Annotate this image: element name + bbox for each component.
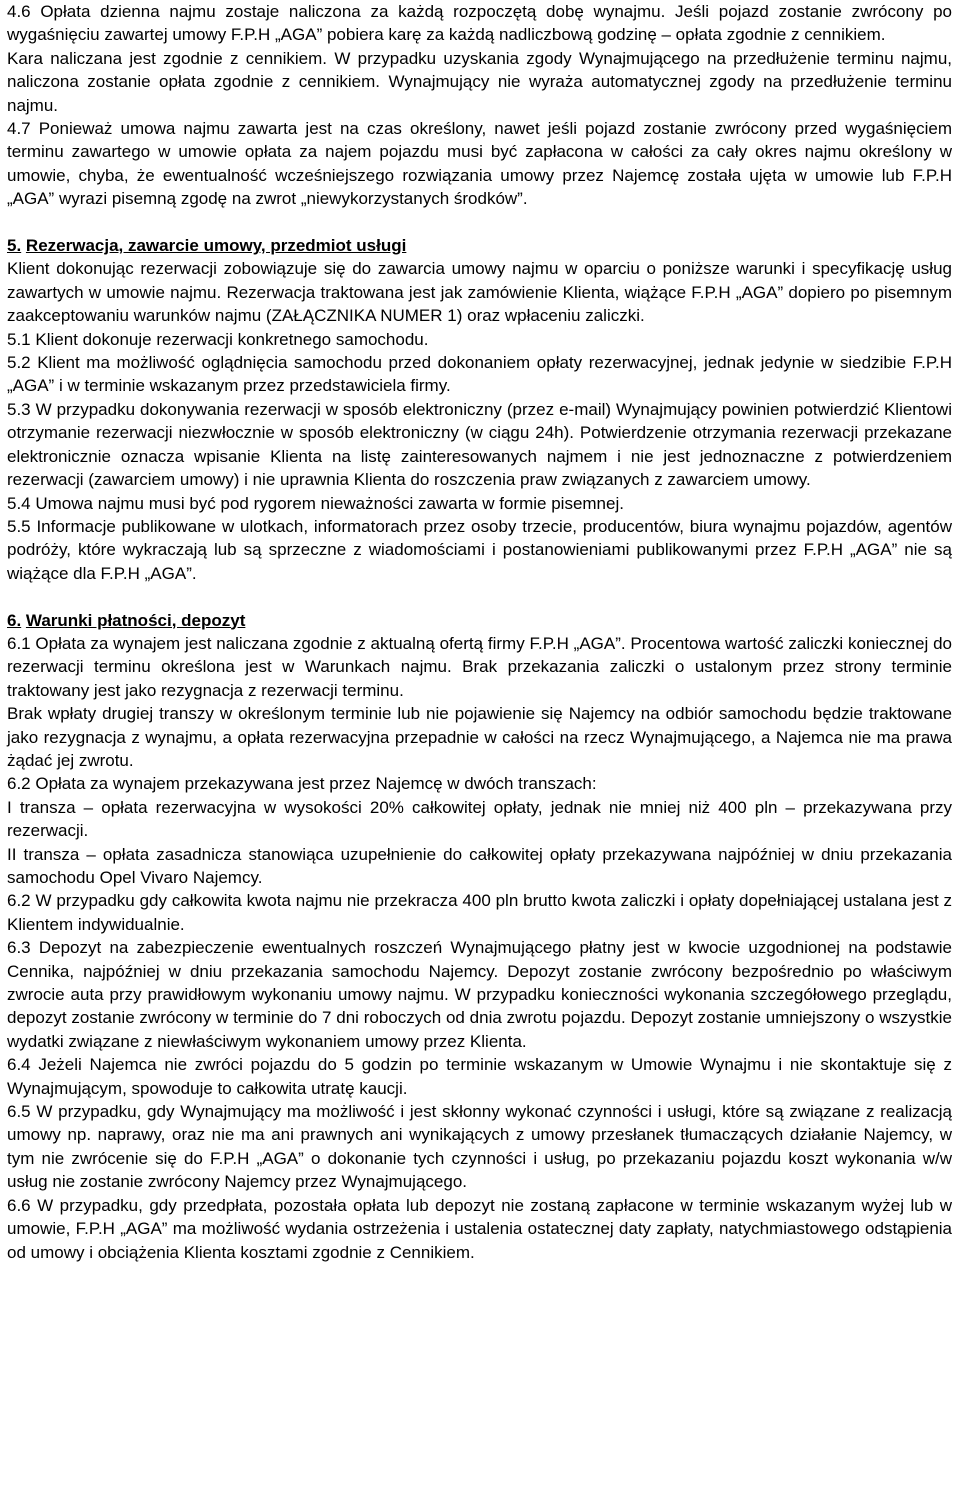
paragraph-5-intro: Klient dokonując rezerwacji zobowiązuje się do zawarcia umowy najmu w oparciu o poniższe warunki i specyfikację usług zawartych w umowie najmu. Rezerwacja traktowana jest jak zamówienie Klienta, wiążące F.P.H „AGA” dopiero po pisemnym zaakceptowaniu warunków najmu (ZAŁĄCZNIKA NUMER 1) oraz wpłaceniu zaliczki. [7, 259, 952, 326]
paragraph-4-6: 4.6 Opłata dzienna najmu zostaje naliczona za każdą rozpoczętą dobę wynajmu. Jeśli pojazd zostanie zwrócony po wygaśnięciu zawartej umowy F.P.H „AGA” pobiera karę za każdą nadliczbową godzinę – opłata zgodnie z cennikiem. [7, 2, 952, 45]
spacer [7, 211, 952, 234]
paragraph-6-2-b: 6.2 W przypadku gdy całkowita kwota najmu nie przekracza 400 pln brutto kwota zaliczki i opłaty dopełniającej ustalana jest z Klientem indywidualnie. [7, 891, 952, 934]
paragraph-4-7: 4.7 Ponieważ umowa najmu zawarta jest na czas określony, nawet jeśli pojazd zostanie zwrócony przed wygaśnięciem terminu zawartego w umowie opłata za najem pojazdu musi być zapłacona w całości za cały okres najmu określony w umowie, chyba, że ewentualność wcześniejszego rozwiązania umowy przez Najemcę została ujęta w umowie lub F.P.H „AGA” wyrazi pisemną zgodę na zwrot „niewykorzystanych środków”. [7, 119, 952, 209]
paragraph-5-5: 5.5 Informacje publikowane w ulotkach, informatorach przez osoby trzecie, producentów, biura wynajmu pojazdów, agentów podróży, które wykraczają lub są sprzeczne z wiadomościami i postanowieniami publikowanymi przez F.P.H „AGA” nie są wiążące dla F.P.H „AGA”. [7, 516, 952, 583]
paragraph-6-5: 6.5 W przypadku, gdy Wynajmujący ma możliwość i jest skłonny wykonać czynności i usługi, które są związane z realizacją umowy np. naprawy, oraz nie ma ani prawnych ani wynikających z umowy przesłanek tłumaczących działanie Najemcy, w tym nie zwrócenie się do F.P.H „AGA” o dokonanie tych czynności i usług, po przekazaniu pojazdu koszt wykonania w/w usług nie zostanie zwrócony Najemcy przez Wynajmującego. [7, 1102, 952, 1192]
paragraph-5-2: 5.2 Klient ma możliwość oglądnięcia samochodu przed dokonaniem opłaty rezerwacyjnej, jednak jedynie w siedzibie F.P.H „AGA” i w terminie wskazanym przez przedstawiciela firmy. [7, 353, 952, 396]
paragraph-6-3: 6.3 Depozyt na zabezpieczenie ewentualnych roszczeń Wynajmującego płatny jest w kwocie uzgodnionej na podstawie Cennika, najpóźniej w dniu przekazania samochodu Najemcy. Depozyt zostanie zwrócony bezpośrednio po właściwym zwrocie auta przy prawidłowym wykonaniu umowy najmu. W przypadku konieczności wykonania szczegółowego przeglądu, depozyt zostanie zwrócony w terminie do 7 dni roboczych od dnia zwrotu pojazdu. Depozyt zostanie umniejszony o wszystkie wydatki związane z niewłaściwym wykonaniem umowy przez Klienta. [7, 938, 952, 1051]
spacer [7, 585, 952, 608]
section-5-title: Rezerwacja, zawarcie umowy, przedmiot usługi [25, 236, 407, 256]
paragraph-6-1: 6.1 Opłata za wynajem jest naliczana zgodnie z aktualną ofertą firmy F.P.H „AGA”. Procentowa wartość zaliczki koniecznej do rezerwacji terminu określona jest w Warunkach najmu. Brak przekazania zaliczki o ustalonym przez strony terminie traktowany jest jako rezygnacja z rezerwacji terminu. [7, 633, 952, 700]
section-6-title: Warunki płatności, depozyt [25, 610, 246, 630]
paragraph-5-3: 5.3 W przypadku dokonywania rezerwacji w sposób elektroniczny (przez e-mail) Wynajmujący powinien potwierdzić Klientowi otrzymanie rezerwacji niezwłocznie w sposób elektroniczny (w ciągu 24h). Potwierdzenie otrzymania rezerwacji przekazane elektronicznie oznacza wpisanie Klienta na listę zainteresowanych najmem i nie jest jednoznaczne z potwierdzeniem rezerwacji (zawarciem umowy) i nie uprawnia Klienta do roszczenia praw związanych z zawarciem umowy. [7, 399, 952, 490]
section-6-number: 6. [7, 610, 22, 630]
paragraph-transza-2: II transza – opłata zasadnicza stanowiąca uzupełnienie do całkowitej opłaty przekazywana najpóźniej w dniu przekazania samochodu Opel Vivaro Najemcy. [7, 844, 952, 887]
paragraph-6-2: 6.2 Opłata za wynajem przekazywana jest przez Najemcę w dwóch transzach: [7, 774, 597, 794]
section-5-number: 5. [7, 236, 22, 256]
paragraph-penalty: Kara naliczana jest zgodnie z cennikiem. W przypadku uzyskania zgody Wynajmującego na przedłużenie terminu najmu, naliczona zostanie opłata zgodnie z cennikiem. Wynajmujący nie wyraża automatycznej zgody na przedłużenie terminu najmu. [7, 48, 952, 115]
paragraph-5-1: 5.1 Klient dokonuje rezerwacji konkretnego samochodu. [7, 329, 429, 349]
section-5-heading [7, 234, 952, 257]
paragraph-6-6: 6.6 W przypadku, gdy przedpłata, pozostała opłata lub depozyt nie zostaną zapłacone w terminie wskazanym wyżej lub w umowie, F.P.H „AGA” ma możliwość wydania ostrzeżenia i ustalenia ostatecznej daty zapłaty, natychmiastowego odstąpienia od umowy i obciążenia Klienta kosztami zgodnie z Cennikiem. [7, 1195, 952, 1262]
paragraph-5-4: 5.4 Umowa najmu musi być pod rygorem nieważności zawarta w formie pisemnej. [7, 493, 624, 513]
paragraph-transza-1: I transza – opłata rezerwacyjna w wysokości 20% całkowitej opłaty, jednak nie mniej niż 400 pln – przekazywana przy rezerwacji. [7, 797, 952, 841]
paragraph-6-1-second: Brak wpłaty drugiej transzy w określonym terminie lub nie pojawienie się Najemcy na odbiór samochodu będzie traktowane jako rezygnacja z wynajmu, a opłata rezerwacyjna przepadnie w całości na rzecz Wynajmującego, a Najemca nie ma prawa żądać jej zwrotu. [7, 704, 952, 770]
paragraph-6-4: 6.4 Jeżeli Najemca nie zwróci pojazdu do 5 godzin po terminie wskazanym w Umowie Wynajmu i nie skontaktuje się z Wynajmującym, spowoduje to całkowita utratę kaucji. [7, 1055, 952, 1098]
section-6-heading [7, 609, 952, 632]
